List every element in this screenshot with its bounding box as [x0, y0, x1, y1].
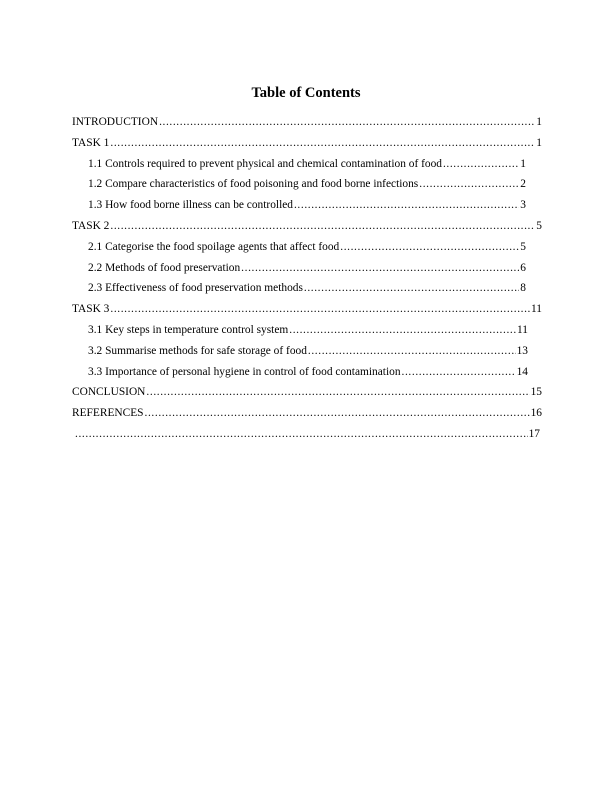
toc-entry-task-3[interactable] — [72, 299, 542, 320]
toc-entry-label: CONCLUSION — [72, 382, 146, 403]
toc-entry-label: REFERENCES — [72, 403, 145, 424]
toc-page-number: 1 — [520, 157, 526, 170]
toc-entry-label: 3.3 Importance of personal hygiene in control of food contamination — [88, 362, 402, 383]
toc-entry-label: TASK 3 — [72, 299, 110, 320]
toc-entry-label: TASK 2 — [72, 216, 110, 237]
toc-page-number: 14 — [516, 365, 528, 378]
toc-dot-leader — [304, 278, 519, 299]
toc-entry-2-3[interactable] — [72, 278, 542, 299]
toc-dot-leader — [402, 362, 516, 383]
toc-page-number: 1 — [536, 136, 542, 149]
toc-dot-leader — [419, 174, 519, 195]
toc-entry-label: 1.3 How food borne illness can be controlled — [88, 195, 294, 216]
toc-dot-leader — [110, 216, 535, 237]
toc-dot-leader — [340, 237, 519, 258]
toc-dot-leader — [75, 424, 528, 445]
toc-entry-2-2[interactable] — [72, 258, 542, 279]
toc-entry-references[interactable] — [72, 403, 542, 424]
toc-entry-untitled[interactable] — [72, 424, 542, 445]
toc-page-number: 8 — [520, 282, 526, 295]
toc-dot-leader — [241, 258, 519, 279]
toc-dot-leader — [308, 341, 516, 362]
toc-dot-leader — [159, 112, 535, 133]
toc-entry-label: 1.1 Controls required to prevent physical and chemical contamination of food — [88, 154, 443, 175]
toc-entry-1-3[interactable] — [72, 195, 542, 216]
toc-entry-label: INTRODUCTION — [72, 112, 159, 133]
toc-page-number: 2 — [520, 178, 526, 191]
toc-entry-conclusion[interactable] — [72, 382, 542, 403]
toc-entry-2-1[interactable] — [72, 237, 542, 258]
toc-title: Table of Contents — [251, 85, 361, 101]
toc-entry-3-2[interactable] — [72, 341, 542, 362]
toc-entry-label: 2.2 Methods of food preservation — [88, 258, 241, 279]
toc-dot-leader — [110, 299, 530, 320]
toc-page-number: 13 — [516, 344, 528, 357]
toc-dot-leader — [443, 154, 519, 175]
toc-entry-label: 3.1 Key steps in temperature control system — [88, 320, 289, 341]
toc-entry-introduction[interactable] — [72, 112, 542, 133]
toc-dot-leader — [294, 195, 519, 216]
toc-page-number: 5 — [520, 240, 526, 253]
toc-entry-label: 3.2 Summarise methods for safe storage of food — [88, 341, 308, 362]
toc-entry-3-1[interactable] — [72, 320, 542, 341]
toc-page-number: 3 — [520, 199, 526, 212]
toc-page-number: 17 — [528, 427, 540, 440]
toc-page-number: 5 — [536, 219, 542, 232]
toc-page-number: 1 — [536, 116, 542, 128]
toc-entry-1-2[interactable] — [72, 174, 542, 195]
toc-entry-label: 1.2 Compare characteristics of food poisoning and food borne infections — [88, 174, 419, 195]
toc-page-number: 6 — [520, 261, 526, 274]
toc-entry-label: 2.1 Categorise the food spoilage agents that affect food — [88, 237, 340, 258]
toc-page-number: 15 — [530, 386, 542, 399]
toc-entry-label: TASK 1 — [72, 133, 110, 154]
toc-dot-leader — [110, 133, 535, 154]
toc-entry-label: 2.3 Effectiveness of food preservation methods — [88, 278, 304, 299]
toc-entry-task-2[interactable] — [72, 216, 542, 237]
toc-entry-task-1[interactable] — [72, 133, 542, 154]
toc-entry-3-3[interactable] — [72, 362, 542, 383]
toc-page-number: 11 — [517, 323, 528, 336]
toc-dot-leader — [146, 382, 529, 403]
toc-page-number: 11 — [531, 303, 542, 316]
toc-dot-leader — [289, 320, 516, 341]
toc-page-number: 16 — [530, 407, 542, 420]
table-of-contents — [72, 112, 542, 445]
toc-entry-1-1[interactable] — [72, 154, 542, 175]
toc-dot-leader — [145, 403, 530, 424]
